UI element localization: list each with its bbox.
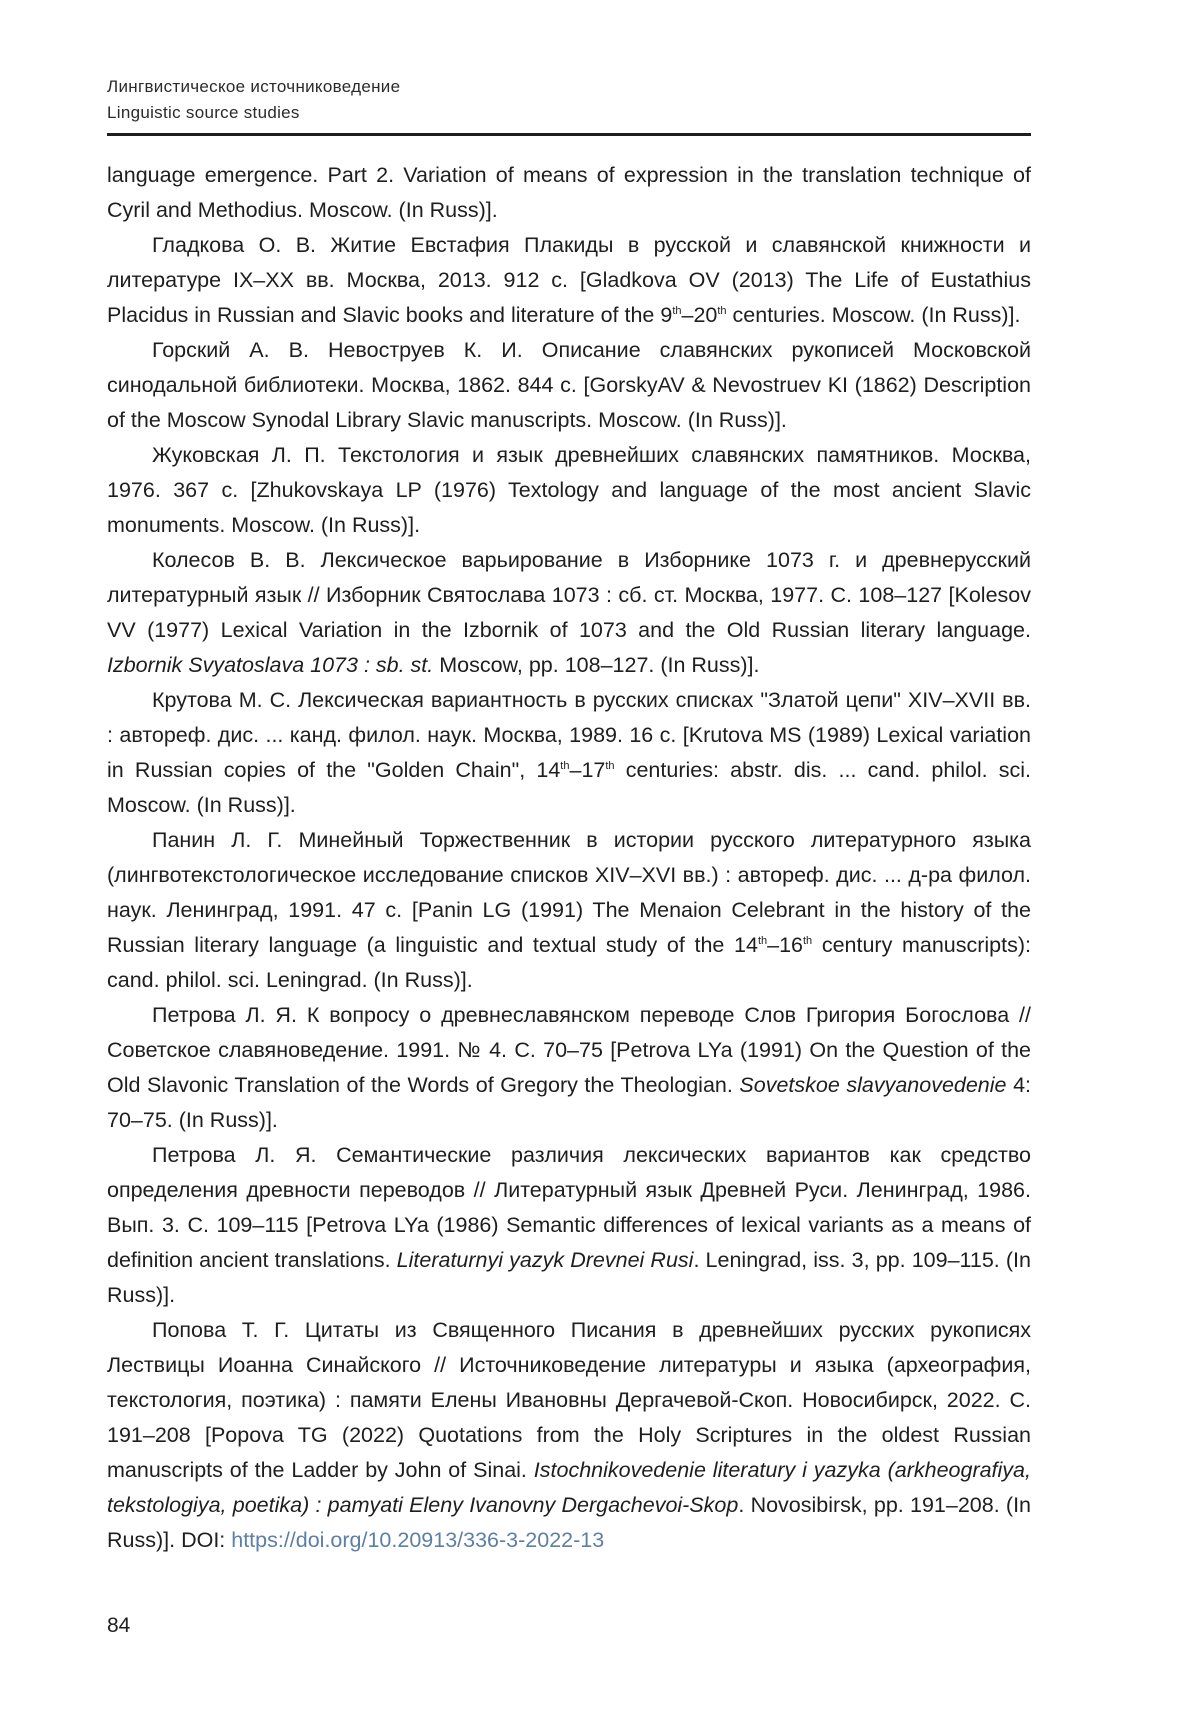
running-header	[107, 74, 400, 126]
reference-popova: Попова Т. Г. Цитаты из Священного Писания в древнейших русских рукописях Лествицы Иоанна Синайского // Источниковедение литературы и языка (археография, текстология, поэтика) : памяти Елены Ивановны Дергачевой-Скоп. Новосибирск, 2022. С. 191–208 [Popova TG (2022) Quotations from the Holy Scriptures in the oldest Russian manuscripts of the Ladder by John of Sinai. Istochnikovedenie literatury i yazyka (arkheografiya, tekstologiya, poetika) : pamyati Eleny Ivanovny Dergachevoi-Skop. Novosibirsk, pp. 191–208. (In Russ)]. DOI: https://doi.org/10.20913/336-3-2022-13	[107, 1318, 1031, 1552]
doi-link[interactable]: https://doi.org/10.20913/336-3-2022-13	[231, 1528, 605, 1552]
reference-list	[107, 158, 1031, 1558]
reference-krutova: Крутова М. С. Лексическая вариантность в русских списках "Златой цепи" XIV–XVII вв. : автореф. дис. ... канд. филол. наук. Москва, 1989. 16 с. [Krutova MS (1989) Lexical variation in Russian copies of the "Golden Chain", 14th–17th centuries: abstr. dis. ... cand. philol. sci. Moscow. (In Russ)].	[107, 688, 1031, 817]
reference-gladkova: Гладкова О. В. Житие Евстафия Плакиды в русской и славянской книжности и литературе IX–XX вв. Москва, 2013. 912 с. [Gladkova OV (2013) The Life of Eustathius Placidus in Russian and Slavic books and literature of the 9th–20th centuries. Moscow. (In Russ)].	[107, 233, 1031, 327]
reference-kolesov: Колесов В. В. Лексическое варьирование в Изборнике 1073 г. и древнерусский литературный язык // Изборник Святослава 1073 : сб. ст. Москва, 1977. С. 108–127 [Kolesov VV (1977) Lexical Variation in the Izbornik of 1073 and the Old Russian literary language. Izbornik Svyatoslava 1073 : sb. st. Moscow, pp. 108–127. (In Russ)].	[107, 548, 1031, 677]
reference-zhukovskaya: Жуковская Л. П. Текстология и язык древнейших славянских памятников. Москва, 1976. 367 с. [Zhukovskaya LP (1976) Textology and language of the most ancient Slavic monuments. Moscow. (In Russ)].	[107, 443, 1031, 537]
reference-petrova-1991: Петрова Л. Я. К вопросу о древнеславянском переводе Слов Григория Богослова // Советское славяноведение. 1991. № 4. С. 70–75 [Petrova LYa (1991) On the Question of the Old Slavonic Translation of the Words of Gregory the Theologian. Sovetskoe slavyanovedenie 4: 70–75. (In Russ)].	[107, 1003, 1031, 1132]
page-number: 84	[107, 1614, 131, 1637]
running-header-ru: Лингвистическое источниковедение	[107, 77, 401, 96]
reference-petrova-1986: Петрова Л. Я. Семантические различия лексических вариантов как средство определения древности переводов // Литературный язык Древней Руси. Ленинград, 1986. Вып. 3. С. 109–115 [Petrova LYa (1986) Semantic differences of lexical variants as a means of definition ancient translations. Literaturnyi yazyk Drevnei Rusi. Leningrad, iss. 3, pp. 109–115. (In Russ)].	[107, 1143, 1031, 1307]
reference-continuation: language emergence. Part 2. Variation of means of expression in the translation technique of Cyril and Methodius. Moscow. (In Russ)].	[107, 163, 1031, 222]
reference-panin: Панин Л. Г. Минейный Торжественник в истории русского литературного языка (лингвотекстологическое исследование списков XIV–XVI вв.) : автореф. дис. ... д-ра филол. наук. Ленинград, 1991. 47 с. [Panin LG (1991) The Menaion Celebrant in the history of the Russian literary language (a linguistic and textual study of the 14th–16th century manuscripts): cand. philol. sci. Leningrad. (In Russ)].	[107, 828, 1031, 992]
running-header-en: Linguistic source studies	[107, 103, 300, 122]
header-rule	[107, 133, 1031, 136]
reference-gorsky: Горский А. В. Невоструев К. И. Описание славянских рукописей Московской синодальной библиотеки. Москва, 1862. 844 с. [GorskyAV & Nevostruev KI (1862) Description of the Moscow Synodal Library Slavic manuscripts. Moscow. (In Russ)].	[107, 338, 1031, 432]
